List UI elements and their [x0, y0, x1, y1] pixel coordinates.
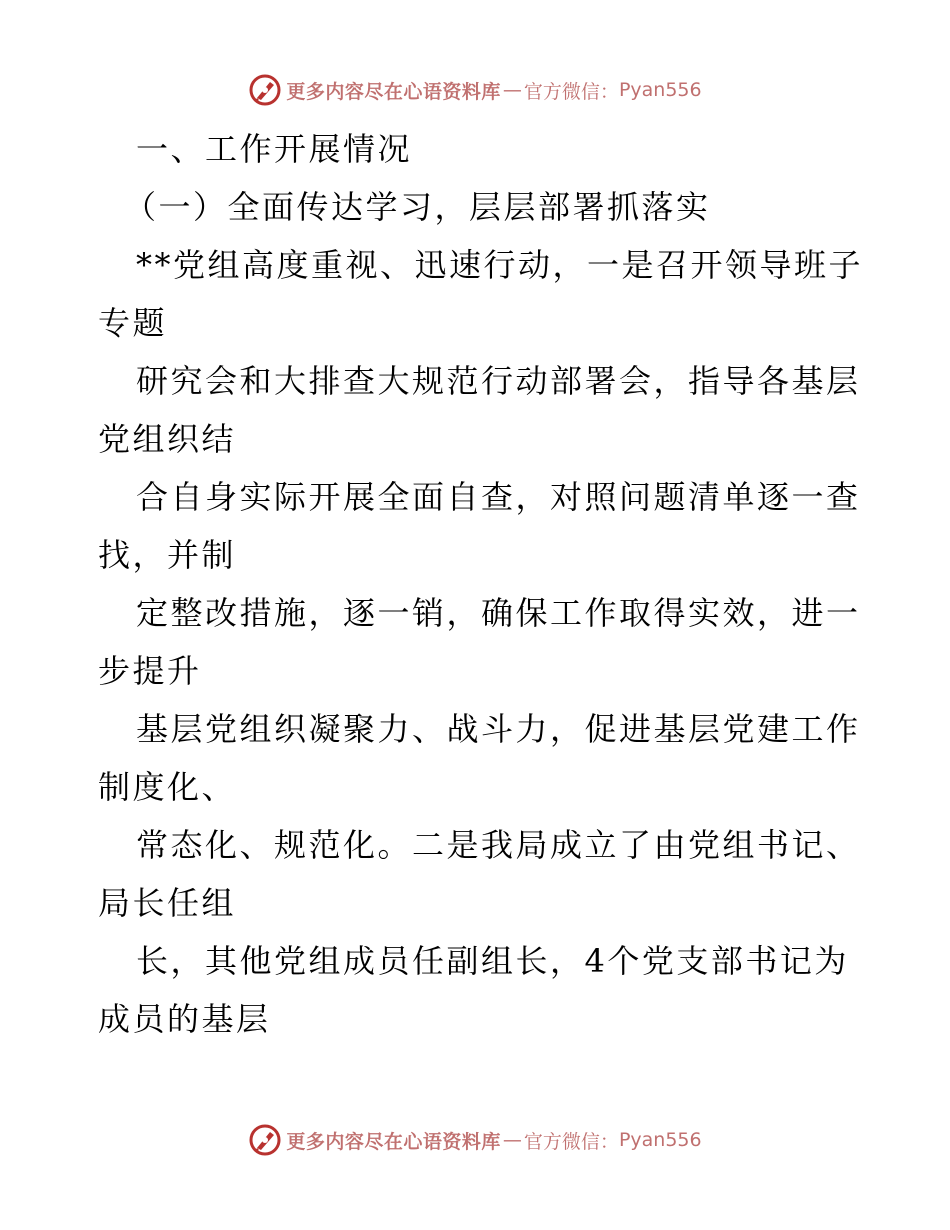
paragraph-line: 局长任组 [98, 884, 237, 922]
banner-wechat-id: Pyan556 [618, 79, 702, 101]
paragraph-line: 找，并制 [98, 536, 237, 574]
paragraph-line: 制度化、 [98, 768, 237, 806]
paragraph-line: 合自身实际开展全面自查，对照问题清单逐一查 [136, 478, 861, 516]
quill-logo-icon [248, 1123, 282, 1157]
banner-wechat-id: Pyan556 [618, 1129, 702, 1151]
quill-logo-icon [248, 73, 282, 107]
banner-wechat-label: 官方微信： [523, 1130, 619, 1153]
paragraph-line: 成员的基层 [98, 1000, 271, 1038]
paragraph-line: 定整改措施，逐一销，确保工作取得实效，进一 [136, 594, 861, 632]
paragraph-line: 党组织结 [98, 420, 237, 458]
banner-site-text: 更多内容尽在心语资料库 [286, 80, 501, 103]
paragraph-line: 基层党组织凝聚力、战斗力，促进基层党建工作 [136, 710, 861, 748]
footer-banner [0, 1120, 950, 1160]
paragraph-line: 常态化、规范化。二是我局成立了由党组书记、 [136, 826, 861, 864]
header-banner [0, 70, 950, 110]
paragraph-line: 专题 [98, 304, 168, 342]
banner-dash: — [502, 1129, 522, 1151]
banner-site-text: 更多内容尽在心语资料库 [286, 1130, 501, 1153]
paragraph-line: **党组高度重视、迅速行动，一是召开领导班子 [136, 246, 864, 284]
paragraph-line: 研究会和大排查大规范行动部署会，指导各基层 [136, 362, 861, 400]
document-body [98, 120, 864, 1048]
banner-wechat-label: 官方微信： [523, 80, 619, 103]
banner-dash: — [502, 79, 522, 101]
heading-1: 一、工作开展情况 [136, 130, 413, 168]
heading-2: （一）全面传达学习，层层部署抓落实 [124, 188, 711, 226]
paragraph-line: 长，其他党组成员任副组长，4个党支部书记为 [136, 942, 849, 980]
paragraph-line: 步提升 [98, 652, 202, 690]
